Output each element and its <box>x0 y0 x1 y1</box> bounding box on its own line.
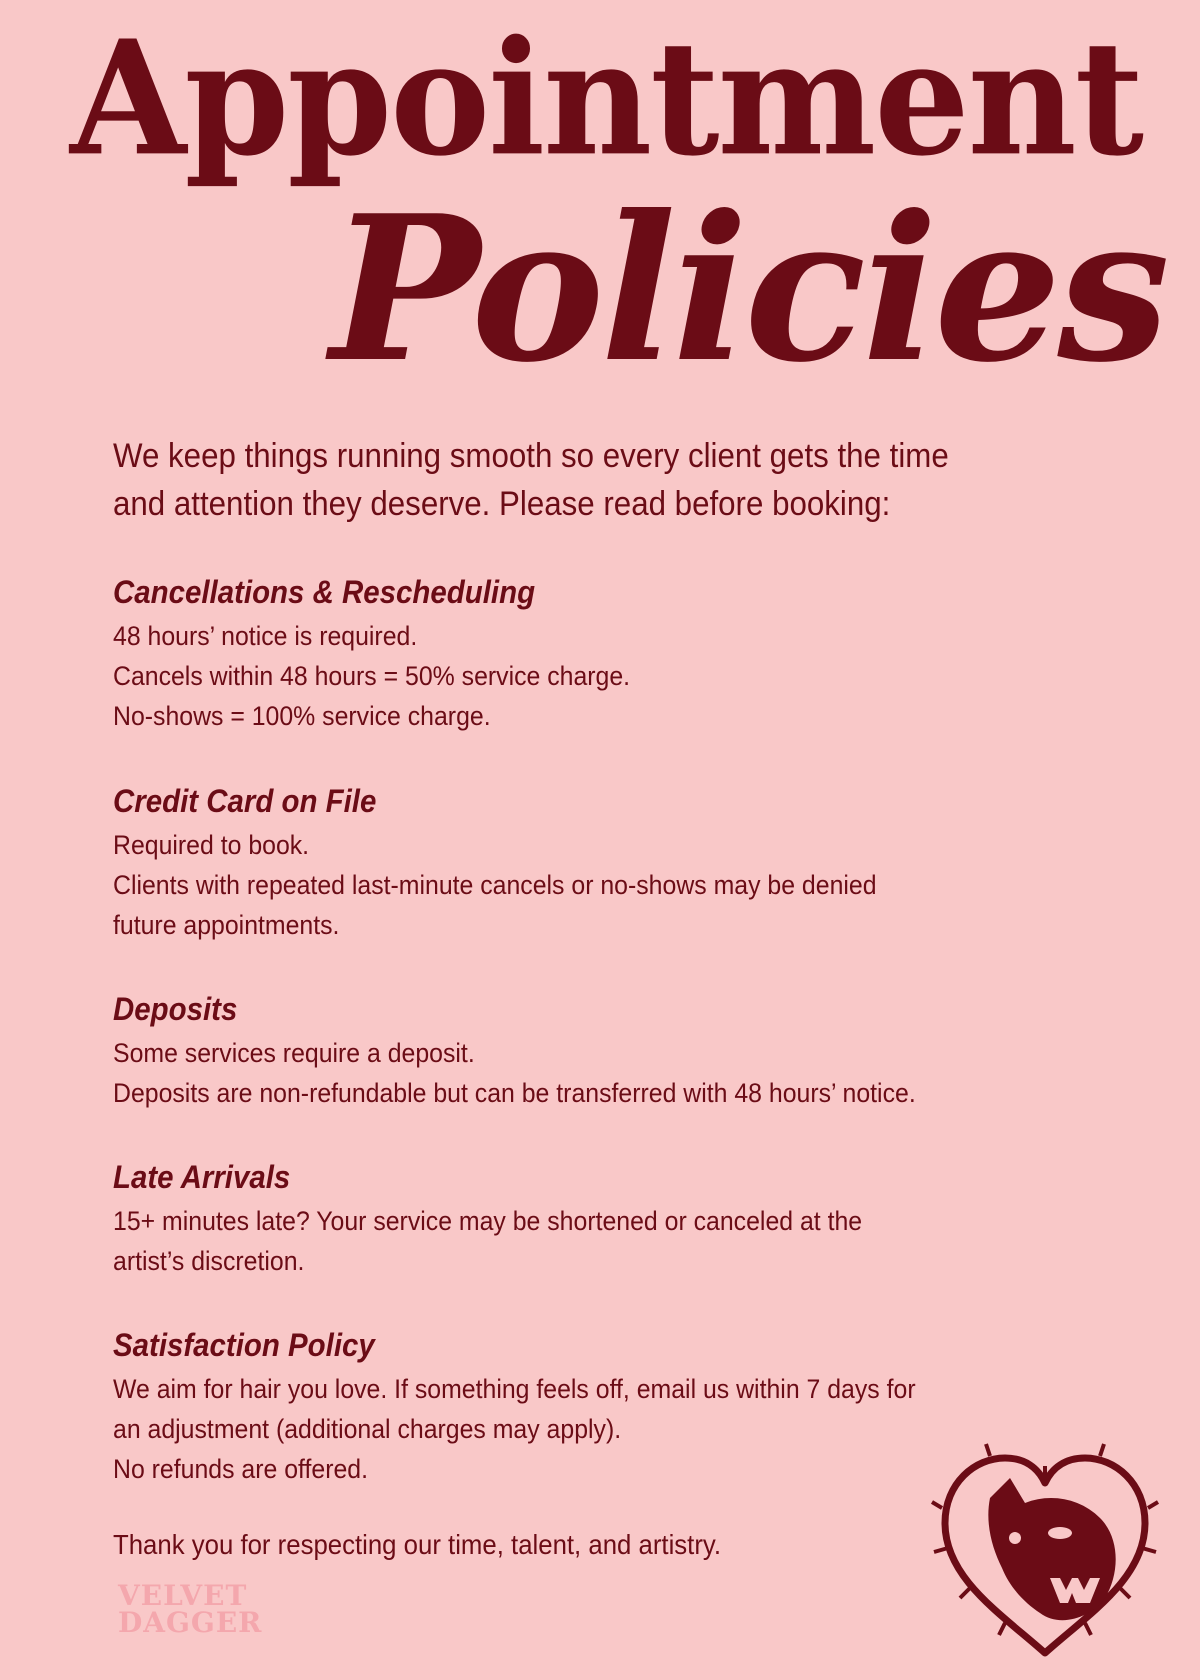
section-heading: Satisfaction Policy <box>113 1327 375 1363</box>
section-line: an adjustment (additional charges may apply). <box>113 1414 622 1444</box>
section-line: We aim for hair you love. If something feels off, email us within 7 days for <box>113 1374 916 1404</box>
section-deposits <box>113 989 996 1113</box>
section-line: No-shows = 100% service charge. <box>113 701 491 731</box>
section-line: Cancels within 48 hours = 50% service charge. <box>113 661 631 691</box>
closing-text: Thank you for respecting our time, talent, and artistry. <box>113 1529 722 1560</box>
section-line: artist’s discretion. <box>113 1246 305 1276</box>
section-line: Clients with repeated last-minute cancels or no-shows may be denied <box>113 870 877 900</box>
section-cancellations <box>113 572 996 736</box>
brand-logo-line: DAGGER <box>118 1606 263 1639</box>
panther-heart-emblem-icon <box>930 1438 1160 1663</box>
brand-logo-line: VELVET <box>118 1579 248 1612</box>
section-heading: Cancellations & Rescheduling <box>113 574 536 610</box>
page-title: Appointment <box>70 6 1143 192</box>
section-satisfaction <box>113 1325 996 1489</box>
section-line: future appointments. <box>113 910 340 940</box>
section-line: Some services require a deposit. <box>113 1038 475 1068</box>
section-line: 48 hours’ notice is required. <box>113 621 418 651</box>
section-heading: Credit Card on File <box>113 783 377 819</box>
section-credit-card <box>113 781 996 945</box>
brand-logo <box>118 1579 263 1639</box>
section-line: No refunds are offered. <box>113 1454 368 1484</box>
section-line: Deposits are non-refundable but can be transferred with 48 hours’ notice. <box>113 1078 916 1108</box>
section-heading: Late Arrivals <box>113 1159 291 1195</box>
section-line: 15+ minutes late? Your service may be shortened or canceled at the <box>113 1206 863 1236</box>
section-line: Required to book. <box>113 830 310 860</box>
page-subtitle: Policies <box>330 172 1166 407</box>
section-heading: Deposits <box>113 991 238 1027</box>
intro-text: We keep things running smooth so every client gets the time and attention they deserve. Please read before booking: <box>113 437 949 523</box>
section-late-arrivals <box>113 1157 996 1281</box>
